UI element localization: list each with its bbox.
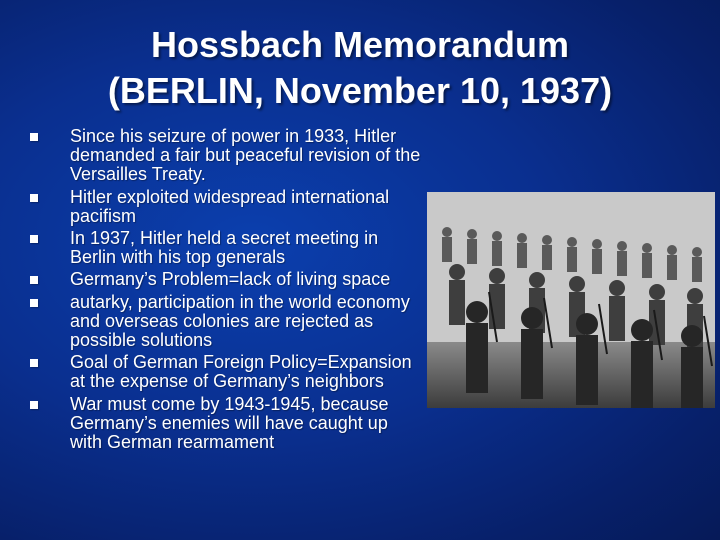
bullet-list bbox=[28, 127, 424, 455]
square-bullet-icon bbox=[30, 401, 38, 409]
square-bullet-icon bbox=[30, 133, 38, 141]
bullet-item bbox=[28, 270, 424, 289]
bullet-item bbox=[28, 229, 424, 267]
bullet-text: Since his seizure of power in 1933, Hitler demanded a fair but peaceful revision of the Versailles Treaty. bbox=[70, 126, 421, 185]
marching-soldiers-photo bbox=[427, 192, 715, 408]
slide-title bbox=[0, 22, 720, 114]
square-bullet-icon bbox=[30, 276, 38, 284]
bullet-item bbox=[28, 353, 424, 391]
square-bullet-icon bbox=[30, 359, 38, 367]
bullet-text: In 1937, Hitler held a secret meeting in Berlin with his top generals bbox=[70, 228, 379, 268]
bullet-item bbox=[28, 127, 424, 185]
title-line-2: (BERLIN, November 10, 1937) bbox=[107, 70, 613, 111]
bullet-item bbox=[28, 293, 424, 351]
bullet-text: War must come by 1943-1945, because Germany’s enemies will have caught up with German rearmament bbox=[70, 393, 389, 453]
title-line-1: Hossbach Memorandum bbox=[150, 24, 570, 65]
bullet-text: Hitler exploited widespread international pacifism bbox=[70, 186, 390, 226]
bullet-text: Goal of German Foreign Policy=Expansion at the expense of Germany’s neighbors bbox=[70, 352, 412, 392]
bullet-item bbox=[28, 395, 424, 453]
bullet-text: Germany’s Problem=lack of living space bbox=[70, 269, 391, 290]
photo-illustration bbox=[427, 192, 715, 408]
bullet-item bbox=[28, 188, 424, 226]
square-bullet-icon bbox=[30, 235, 38, 243]
square-bullet-icon bbox=[30, 299, 38, 307]
bullet-text: autarky, participation in the world economy and overseas colonies are rejected as possible solutions bbox=[70, 291, 410, 351]
square-bullet-icon bbox=[30, 194, 38, 202]
